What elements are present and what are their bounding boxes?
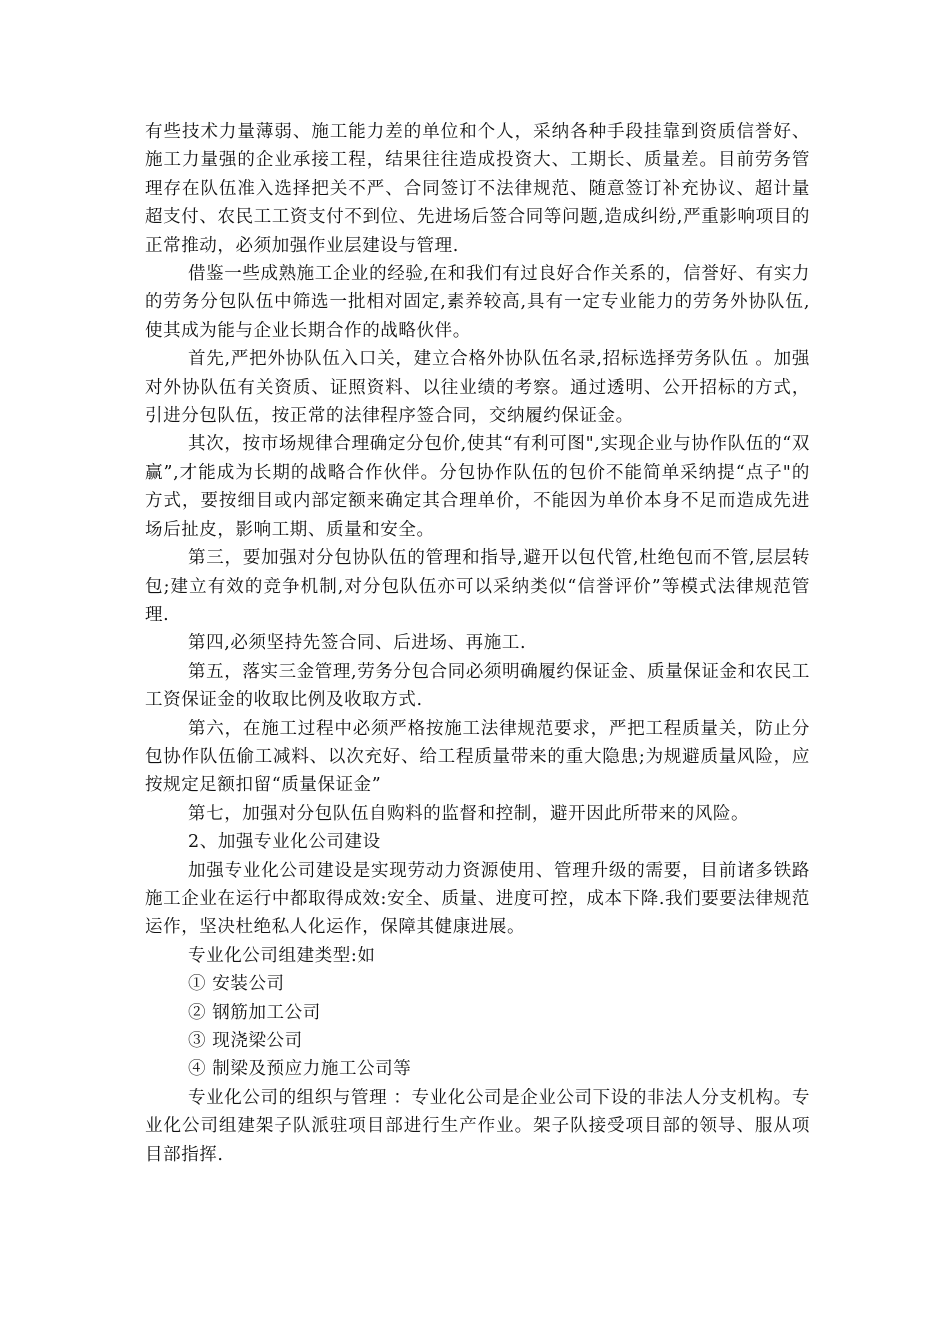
list-item: ① 安装公司 [188, 974, 285, 995]
document-body [145, 118, 810, 1169]
paragraph: 第五，落实三金管理,劳务分包合同必须明确履约保证金、质量保证金和农民工工资保证金的收取比例及收取方式. [145, 661, 810, 711]
paragraph: 第三，要加强对分包协队伍的管理和指导,避开以包代管,杜绝包而不管,层层转包;建立有效的竞争机制,对分包队伍亦可以采纳类似“信誉评价”等模式法律规范管理. [145, 548, 810, 625]
list-item: ② 钢筋加工公司 [188, 1002, 321, 1023]
paragraph: 第七，加强对分包队伍自购料的监督和控制，避开因此所带来的风险。 [188, 803, 750, 824]
paragraph: 首先,严把外协队伍入口关，建立合格外协队伍名录,招标选择劳务队伍 。加强对外协队伍有关资质、证照资料、以往业绩的考察。通过透明、公开招标的方式，引进分包队伍，按正常的法律程序签合同，交纳履约保证金。 [145, 349, 810, 427]
list-item: ④ 制梁及预应力施工公司等 [188, 1059, 412, 1080]
paragraph: 其次，按市场规律合理确定分包价,使其“有利可图",实现企业与协作队伍的“双赢”,才能成为长期的战略合作伙伴。分包协作队伍的包价不能简单采纳提“点子"的方式，要按细目或内部定额来确定其合理单价，不能因为单价本身不足而造成先进场后扯皮，影响工期、质量和安全。 [145, 434, 810, 540]
paragraph: 有些技术力量薄弱、施工能力差的单位和个人，采纳各种手段挂靠到资质信誉好、施工力量强的企业承接工程，结果往往造成投资大、工期长、质量差。目前劳务管理存在队伍准入选择把关不严、合同签订不法律规范、随意签订补充协议、超计量超支付、农民工工资支付不到位、先进场后签合同等问题,造成纠纷,严重影响项目的正常推动，必须加强作业层建设与管理. [145, 122, 810, 256]
paragraph: 专业化公司组建类型:如 [188, 945, 376, 966]
paragraph: 第四,必须坚持先签合同、后进场、再施工. [188, 633, 527, 654]
paragraph: 借鉴一些成熟施工企业的经验,在和我们有过良好合作关系的，信誉好、有实力的劳务分包队伍中筛选一批相对固定,素养较高,具有一定专业能力的劳务外协队伍,使其成为能与企业长期合作的战略伙伴。 [145, 264, 810, 341]
paragraph: 加强专业化公司建设是实现劳动力资源使用、管理升级的需要，目前诸多铁路施工企业在运行中都取得成效:安全、质量、进度可控，成本下降.我们要要法律规范运作，坚决杜绝私人化运作，保障其健康进展。 [145, 860, 810, 938]
list-item: ③ 现浇梁公司 [188, 1031, 303, 1051]
section-heading: 2、加强专业化公司建设 [188, 832, 381, 853]
paragraph: 第六，在施工过程中必须严格按施工法律规范要求，严把工程质量关，防止分包协作队伍偷工减料、以次充好、给工程质量带来的重大隐患;为规避质量风险，应按规定足额扣留“质量保证金” [145, 718, 810, 796]
paragraph: 专业化公司的组织与管理 ：专业化公司是企业公司下设的非法人分支机构。专业化公司组建架子队派驻项目部进行生产作业。架子队接受项目部的领导、服从项目部指挥. [145, 1087, 810, 1165]
